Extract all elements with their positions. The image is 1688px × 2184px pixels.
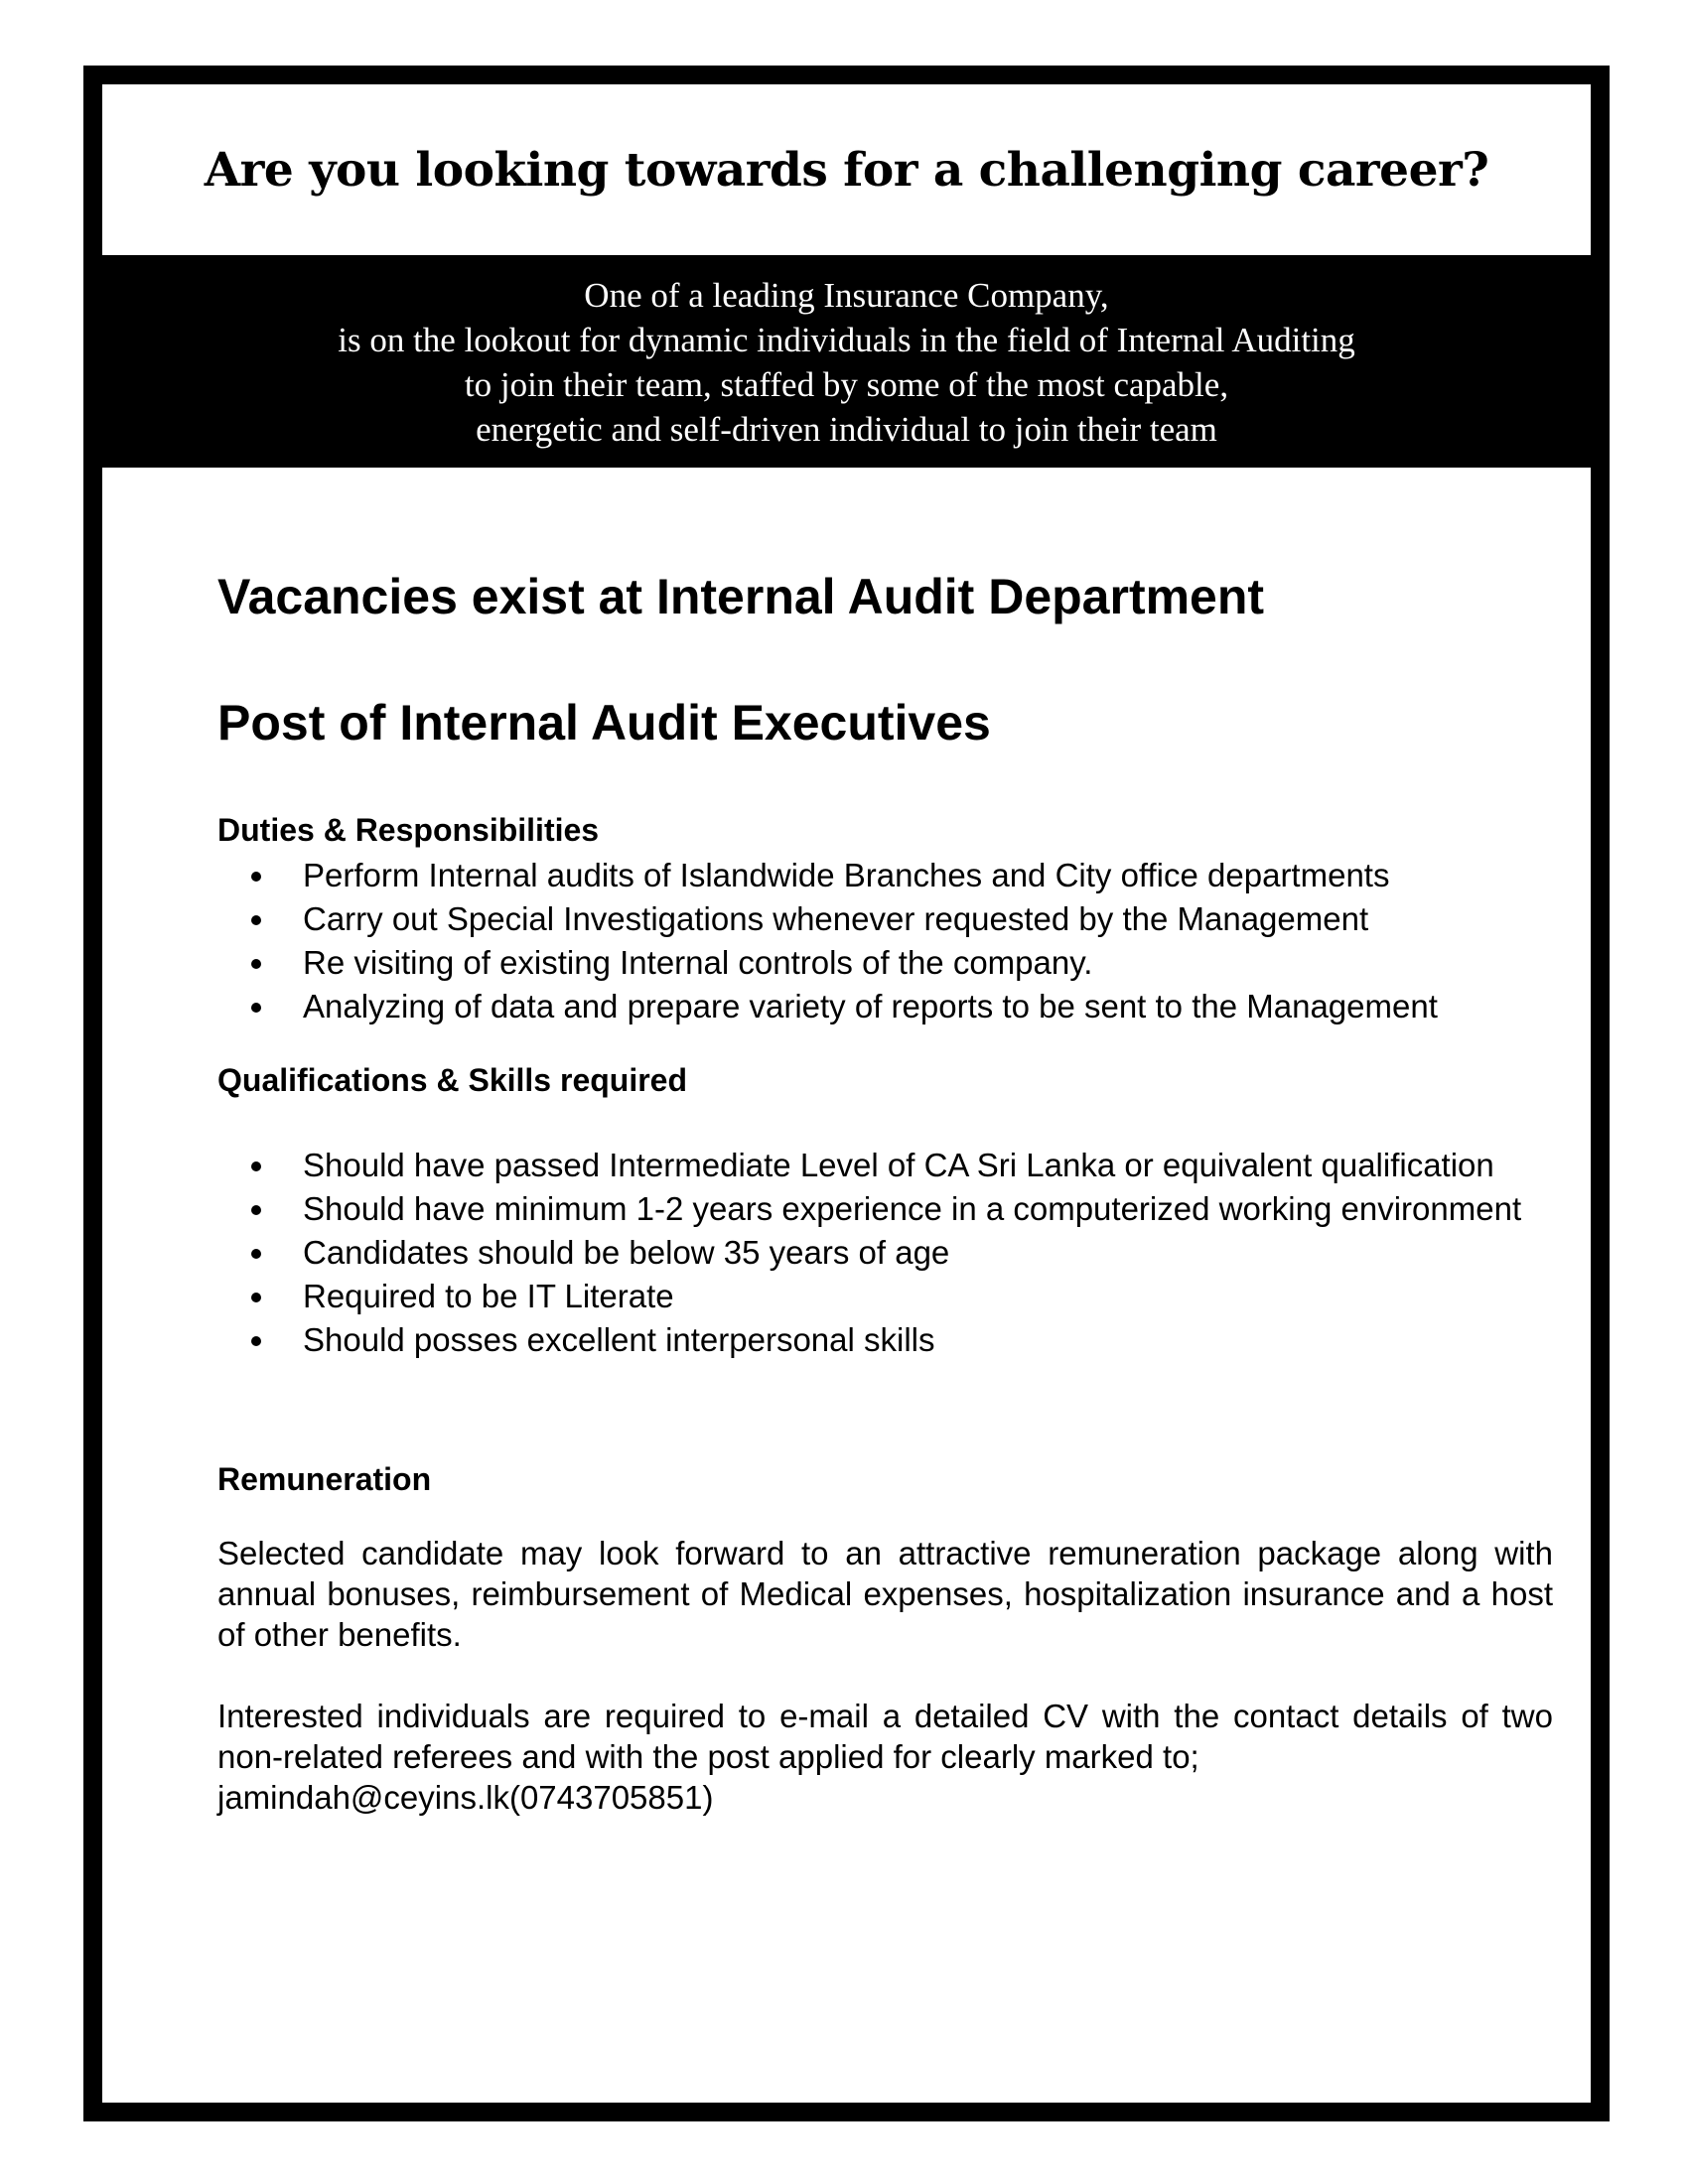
bullet-icon <box>251 1161 261 1171</box>
post-heading: Post of Internal Audit Executives <box>217 695 991 751</box>
list-item-text: Should have passed Intermediate Level of CA Sri Lanka or equivalent qualification <box>303 1147 1494 1183</box>
headline: Are you looking towards for a challenging career? <box>204 142 1489 198</box>
bullet-icon <box>251 1336 261 1346</box>
qualifications-heading: Qualifications & Skills required <box>217 1062 688 1098</box>
contact-email[interactable]: jamindah@ceyins.lk(0743705851) <box>217 1779 714 1816</box>
duties-heading: Duties & Responsibilities <box>217 812 600 848</box>
remuneration-heading: Remuneration <box>217 1461 432 1497</box>
bullet-icon <box>251 1249 261 1259</box>
list-item-text: Should posses excellent interpersonal skills <box>303 1321 935 1358</box>
bullet-icon <box>251 1205 261 1215</box>
bullet-icon <box>251 959 261 969</box>
application-text <box>217 1696 1553 1818</box>
list-item-text: Re visiting of existing Internal controls of the company. <box>303 944 1093 981</box>
list-item <box>217 1318 1553 1362</box>
bullet-icon <box>251 872 261 882</box>
bullet-icon <box>251 915 261 925</box>
list-item <box>217 1231 1553 1275</box>
application-instructions: Interested individuals are required to e-mail a detailed CV with the contact details of two non-related referees and with the post applied for clearly marked to; <box>217 1698 1553 1775</box>
list-item-text: Analyzing of data and prepare variety of reports to be sent to the Management <box>303 988 1438 1024</box>
duties-list <box>217 854 1553 1028</box>
list-item <box>217 941 1553 985</box>
vacancy-heading: Vacancies exist at Internal Audit Department <box>217 569 1265 624</box>
bullet-icon <box>251 1003 261 1013</box>
list-item <box>217 1187 1553 1231</box>
intro-line: energetic and self-driven individual to join their team <box>476 410 1217 449</box>
intro-line: to join their team, staffed by some of the most capable, <box>464 365 1229 404</box>
intro-band <box>102 255 1591 468</box>
bullet-icon <box>251 1293 261 1302</box>
advertisement-frame <box>83 66 1610 2121</box>
list-item <box>217 854 1553 897</box>
list-item <box>217 1144 1553 1187</box>
remuneration-text: Selected candidate may look forward to an attractive remuneration package along with annual bonuses, reimbursement of Medical expenses, hospitalization insurance and a host of other benefits. <box>217 1535 1553 1653</box>
body-content <box>102 567 1591 1818</box>
list-item-text: Perform Internal audits of Islandwide Branches and City office departments <box>303 857 1390 893</box>
intro-line: One of a leading Insurance Company, <box>584 276 1109 315</box>
list-item <box>217 985 1553 1028</box>
list-item <box>217 1275 1553 1318</box>
intro-line: is on the lookout for dynamic individuals in the field of Internal Auditing <box>338 321 1355 359</box>
list-item-text: Required to be IT Literate <box>303 1278 674 1314</box>
list-item-text: Should have minimum 1-2 years experience in a computerized working environment <box>303 1190 1522 1227</box>
list-item-text: Candidates should be below 35 years of age <box>303 1234 950 1271</box>
list-item <box>217 897 1553 941</box>
list-item-text: Carry out Special Investigations whenever requested by the Management <box>303 900 1369 937</box>
qualifications-list <box>217 1144 1553 1362</box>
